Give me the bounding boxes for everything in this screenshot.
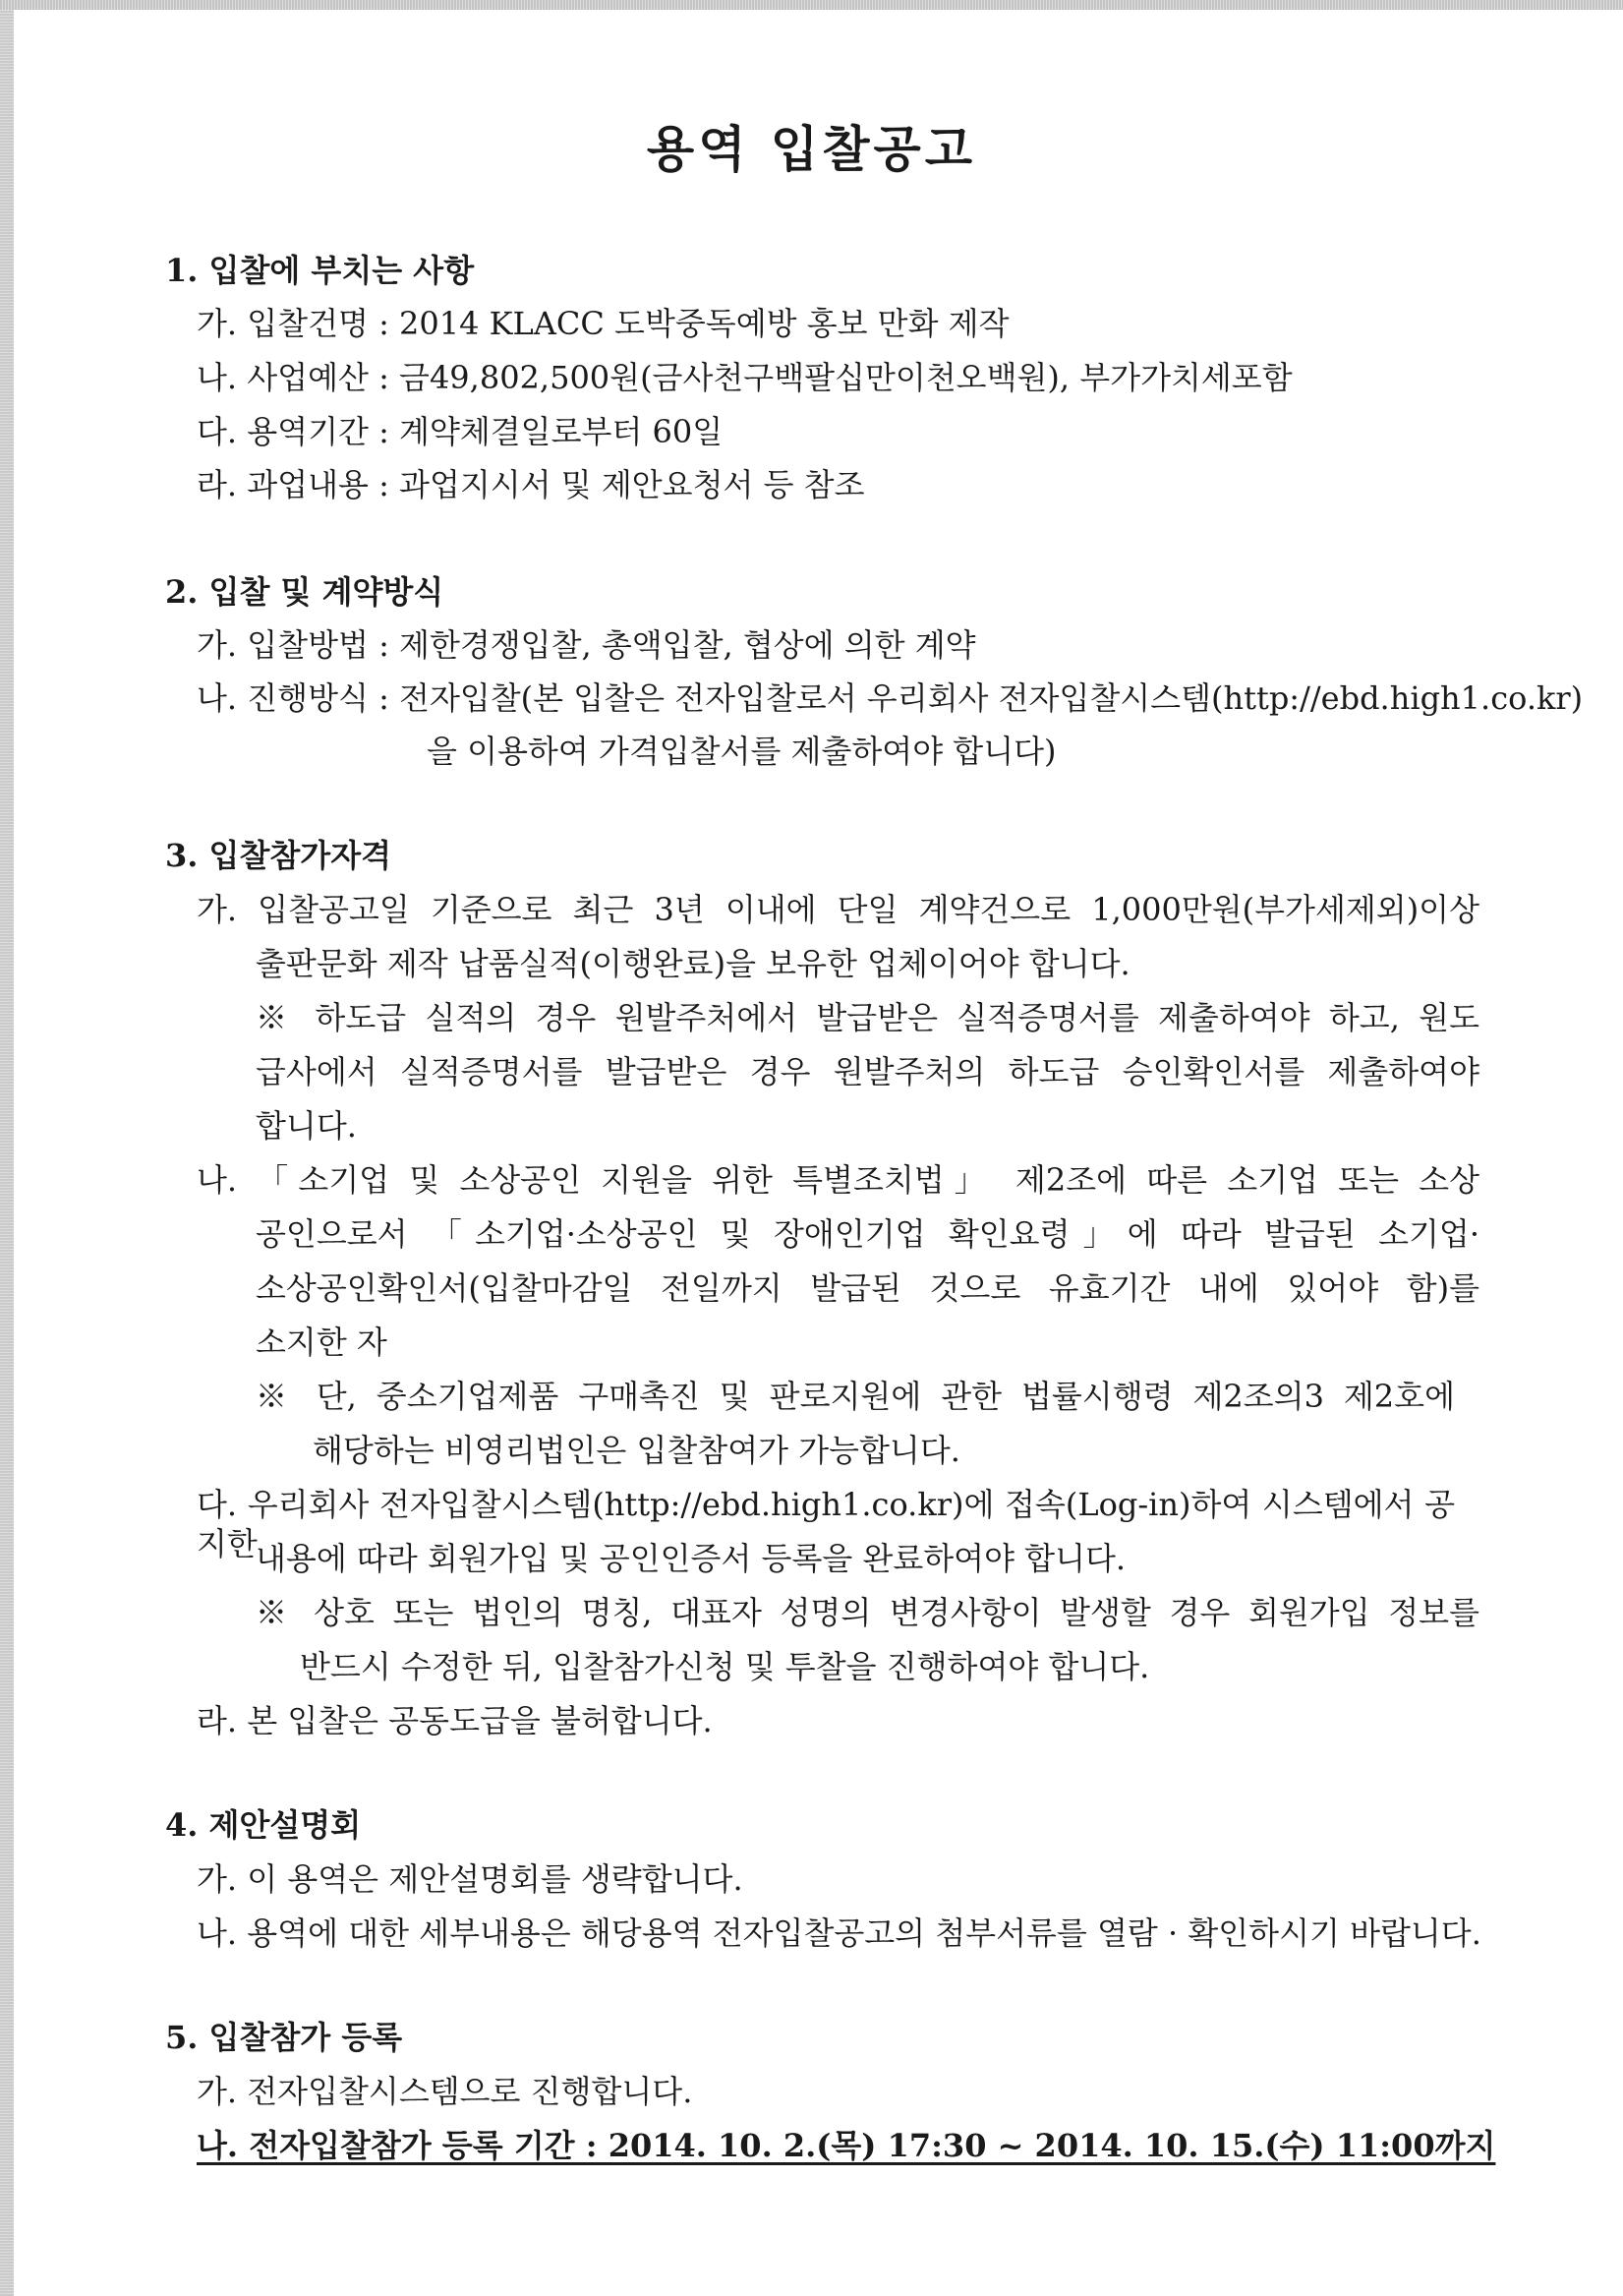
section-4-heading: 4. 제안설명회 — [165, 1806, 362, 1844]
s1-item-budget: 나. 사업예산 : 금49,802,500원(금사천구백팔십만이천오백원), 부가가치세포함 — [197, 359, 1293, 396]
s3-line: 해당하는 비영리법인은 입찰참여가 가능합니다. — [313, 1432, 960, 1469]
s2-item-process: 나. 진행방식 : 전자입찰(본 입찰은 전자입찰로서 우리회사 전자입찰시스템(http://ebd.high1.co.kr) — [197, 679, 1584, 717]
s3-line: ※ 하도급 실적의 경우 원발주처에서 발급받은 실적증명서를 제출하여야 하고, 원도 — [256, 999, 1479, 1036]
s3-line: 출판문화 제작 납품실적(이행완료)을 보유한 업체이어야 합니다. — [256, 945, 1130, 982]
s3-line: 공인으로서 「소기업·소상공인 및 장애인기업 확인요령」에 따라 발급된 소기업· — [256, 1215, 1479, 1253]
s2-item-process-cont: 을 이용하여 가격입찰서를 제출하여야 합니다) — [427, 733, 1057, 770]
s5-item-registration-period: 나. 전자입찰참가 등록 기간 : 2014. 10. 2.(목) 17:30 ~ 2014. 10. 15.(수) 11:00까지 — [197, 2127, 1496, 2164]
s3-line: 나. 「소기업 및 소상공인 지원을 위한 특별조치법」 제2조에 따른 소기업 또는 소상 — [197, 1161, 1479, 1199]
s3-line: 소상공인확인서(입찰마감일 전일까지 발급된 것으로 유효기간 내에 있어야 함)를 — [256, 1269, 1479, 1307]
s4-item: 나. 용역에 대한 세부내용은 해당용역 전자입찰공고의 첨부서류를 열람 · 확인하시기 바랍니다. — [197, 1914, 1481, 1952]
s3-line: ※ 상호 또는 법인의 명칭, 대표자 성명의 변경사항이 발생할 경우 회원가입 정보를 — [256, 1594, 1479, 1631]
s1-item-scope: 라. 과업내용 : 과업지시서 및 제안요청서 등 참조 — [197, 466, 865, 503]
s3-line: 반드시 수정한 뒤, 입찰참가신청 및 투찰을 진행하여야 합니다. — [300, 1648, 1150, 1685]
s1-item-name: 가. 입찰건명 : 2014 KLACC 도박중독예방 홍보 만화 제작 — [197, 305, 1010, 342]
section-3-heading: 3. 입찰참가자격 — [165, 837, 392, 874]
s1-item-period: 다. 용역기간 : 계약체결일로부터 60일 — [197, 413, 724, 450]
s3-line: 내용에 따라 회원가입 및 공인인증서 등록을 완료하여야 합니다. — [256, 1540, 1127, 1577]
page-title: 용역 입찰공고 — [646, 120, 977, 178]
s4-item: 가. 이 용역은 제안설명회를 생략합니다. — [197, 1860, 743, 1898]
s3-line: 합니다. — [256, 1107, 357, 1145]
s3-line: ※ 단, 중소기업제품 구매촉진 및 판로지원에 관한 법률시행령 제2조의3 제2호에 — [256, 1378, 1455, 1415]
s3-line: 가. 입찰공고일 기준으로 최근 3년 이내에 단일 계약건으로 1,000만원(부가세제외)이상 — [197, 891, 1479, 928]
s3-line: 급사에서 실적증명서를 발급받은 경우 원발주처의 하도급 승인확인서를 제출하여야 — [256, 1053, 1479, 1090]
s3-line: 다. 우리회사 전자입찰시스템(http://ebd.high1.co.kr)에 접속(Log-in)하여 시스템에서 공지한 — [197, 1486, 1455, 1562]
s3-line: 소지한 자 — [256, 1324, 387, 1361]
section-5-heading: 5. 입찰참가 등록 — [165, 2019, 403, 2056]
s5-item: 가. 전자입찰시스템으로 진행합니다. — [197, 2073, 693, 2110]
section-2-heading: 2. 입찰 및 계약방식 — [165, 573, 444, 611]
s3-line: 라. 본 입찰은 공동도급을 불허합니다. — [197, 1702, 713, 1739]
section-1-heading: 1. 입찰에 부치는 사항 — [165, 252, 475, 289]
s2-item-method: 가. 입찰방법 : 제한경쟁입찰, 총액입찰, 협상에 의한 계약 — [197, 626, 976, 664]
